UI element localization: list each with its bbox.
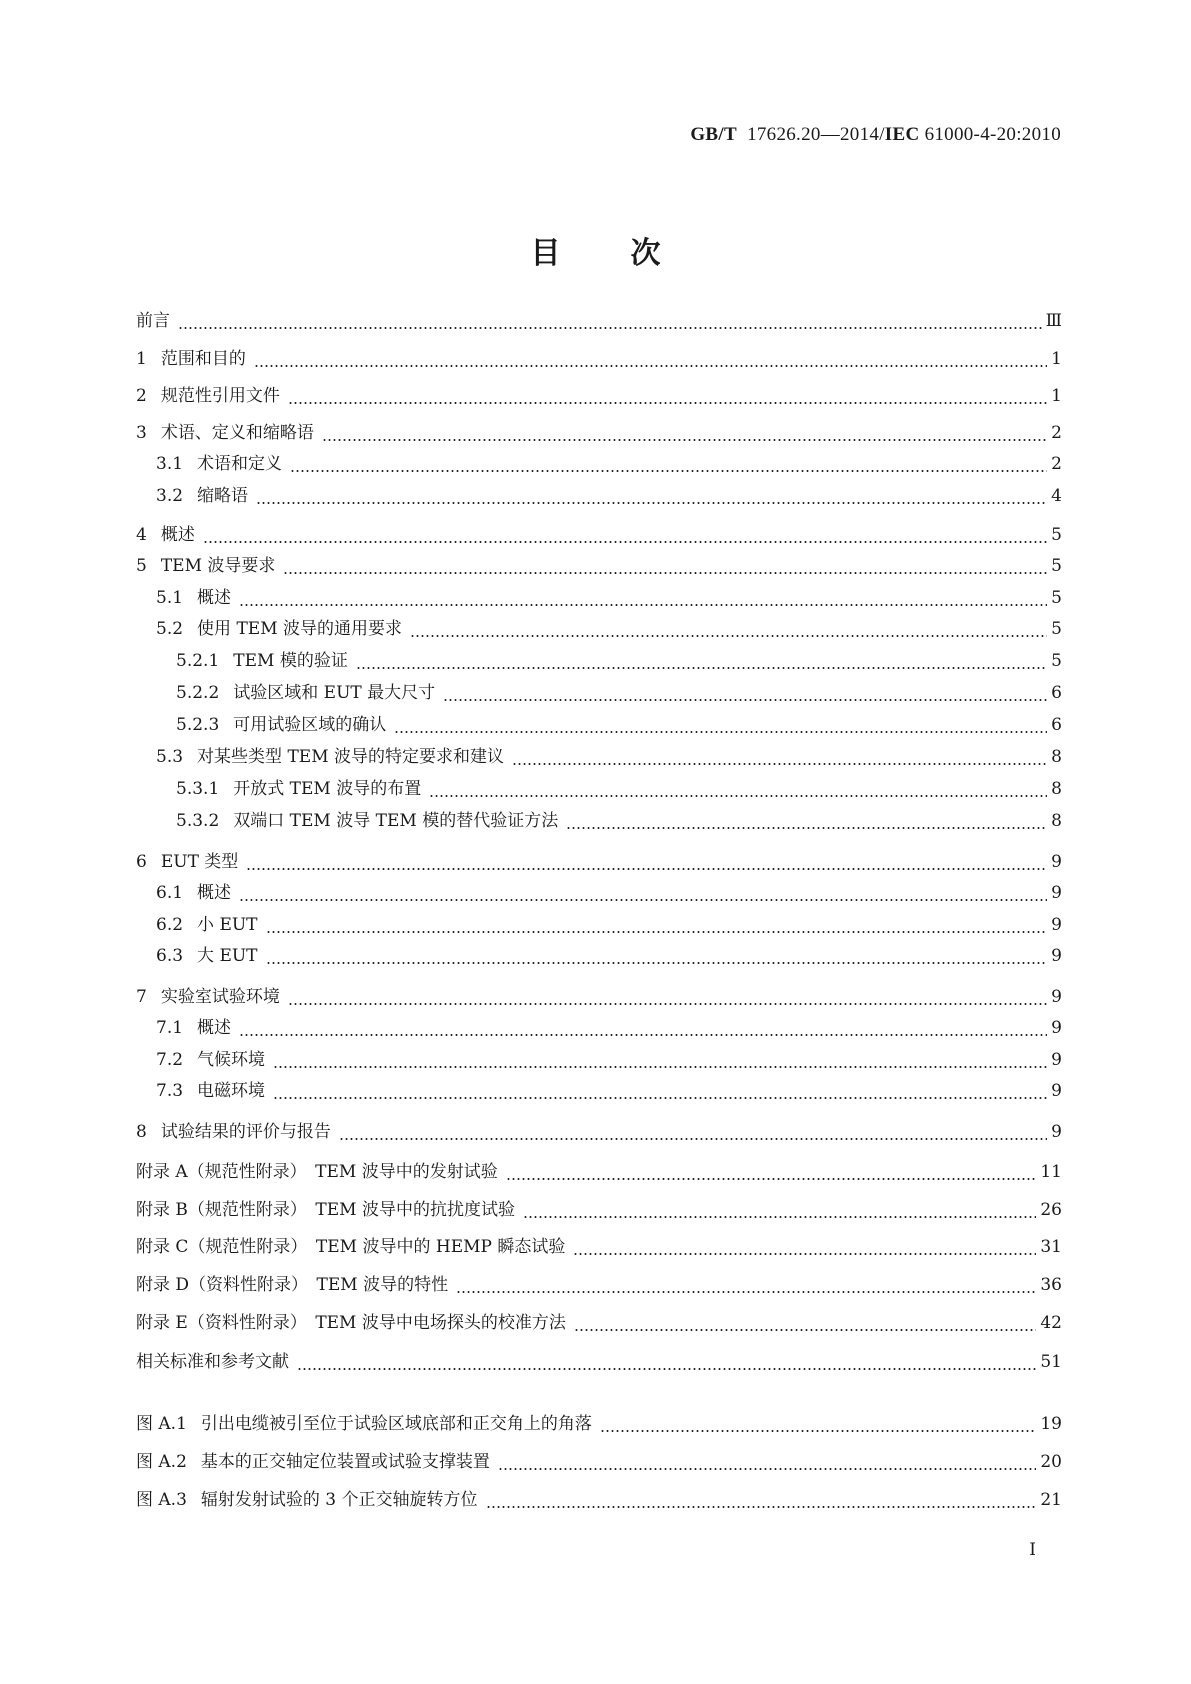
toc-entry[interactable] <box>136 554 1062 578</box>
toc-leader-dots <box>573 1235 1036 1259</box>
toc-entry-label <box>136 1235 569 1259</box>
toc-leader-dots <box>443 681 1047 705</box>
toc-entry[interactable] <box>136 347 1062 371</box>
toc-entry[interactable] <box>136 384 1062 408</box>
toc-entry[interactable] <box>136 681 1062 705</box>
toc-entry-label <box>136 681 439 705</box>
toc-leader-dots <box>456 1273 1036 1297</box>
toc-leader-dots <box>239 1016 1047 1040</box>
toc-entry-number: 5.2.3 <box>176 715 220 735</box>
toc-entry-label <box>136 985 284 1009</box>
toc-entry-title: 试验结果的评价与报告 <box>160 1122 331 1142</box>
toc-leader-dots <box>322 421 1047 445</box>
toc-entry-label <box>136 1412 596 1436</box>
toc-entry-page: 9 <box>1051 883 1062 903</box>
toc-entry-label <box>136 452 286 476</box>
toc-entry-title: 附录 D（资料性附录） TEM 波导的特性 <box>136 1275 449 1295</box>
toc-leader-dots <box>394 713 1047 737</box>
toc-entry[interactable] <box>136 850 1062 874</box>
toc-entry-title: 对某些类型 TEM 波导的特定要求和建议 <box>197 747 505 767</box>
toc-entry-page: 5 <box>1051 588 1062 608</box>
standard-number: 17626.20—2014/ <box>747 124 885 145</box>
toc-entry-title: 使用 TEM 波导的通用要求 <box>197 619 403 639</box>
toc-leader-dots <box>288 985 1047 1009</box>
toc-entry-page: 20 <box>1040 1452 1062 1472</box>
toc-leader-dots <box>339 1120 1047 1144</box>
toc-entry-title: 开放式 TEM 波导的布置 <box>233 779 422 799</box>
toc-entry-page: 9 <box>1051 915 1062 935</box>
toc-entry-title: 概述 <box>197 1018 232 1038</box>
toc-entry-page: 9 <box>1051 852 1062 872</box>
toc-entry-number: 5.2 <box>156 619 184 639</box>
toc-entry-number: 7.3 <box>156 1081 184 1101</box>
toc-entry-page: 9 <box>1051 987 1062 1007</box>
toc-entry-title: 前言 <box>136 311 170 331</box>
toc-leader-dots <box>297 1350 1036 1374</box>
toc-entry-label <box>136 713 390 737</box>
toc-entry-number: 3 <box>136 423 147 443</box>
toc-entry-number: 图 A.1 <box>136 1414 187 1434</box>
toc-entry-title: 辐射发射试验的 3 个正交轴旋转方位 <box>200 1490 478 1510</box>
toc-leader-dots <box>283 554 1047 578</box>
toc-entry-page: 9 <box>1051 1050 1062 1070</box>
toc-entry-page: 9 <box>1051 1081 1062 1101</box>
toc-entry-title: 可用试验区域的确认 <box>233 715 387 735</box>
toc-entry-title: 实验室试验环境 <box>160 987 280 1007</box>
toc-entry-label <box>136 1120 335 1144</box>
toc-entry-number: 7.1 <box>156 1018 184 1038</box>
toc-entry-label <box>136 523 199 547</box>
toc-entry-page: 2 <box>1051 454 1062 474</box>
toc-entry-title: 引出电缆被引至位于试验区域底部和正交角上的角落 <box>200 1414 592 1434</box>
toc-entry-page: 5 <box>1051 619 1062 639</box>
toc-entry-label <box>136 944 262 968</box>
toc-leader-dots <box>498 1450 1036 1474</box>
toc-entry[interactable] <box>136 777 1062 801</box>
toc-entry-page: 6 <box>1051 683 1062 703</box>
toc-entry-label <box>136 850 242 874</box>
toc-entry-title: 规范性引用文件 <box>160 386 280 406</box>
toc-entry-title: 双端口 TEM 波导 TEM 模的替代验证方法 <box>233 811 559 831</box>
toc-entry-number: 5.2.2 <box>176 683 220 703</box>
toc-entry[interactable] <box>136 809 1062 833</box>
toc-leader-dots <box>239 881 1047 905</box>
toc-entry-number: 7.2 <box>156 1050 184 1070</box>
toc-entry-label <box>136 649 352 673</box>
toc-leader-dots <box>486 1488 1037 1512</box>
toc-entry-page: 11 <box>1040 1162 1062 1182</box>
toc-entry-label <box>136 1198 519 1222</box>
toc-entry-title: 概述 <box>197 588 232 608</box>
toc-leader-dots <box>203 523 1047 547</box>
toc-entry-title: 缩略语 <box>197 486 249 506</box>
toc-entry-label <box>136 554 279 578</box>
toc-entry-label <box>136 881 235 905</box>
toc-entry-title: TEM 模的验证 <box>233 651 348 671</box>
toc-entry-title: 电磁环境 <box>197 1081 266 1101</box>
toc-entry[interactable] <box>136 586 1062 610</box>
toc-entry-label <box>136 777 425 801</box>
toc-entry-page: 21 <box>1040 1490 1062 1510</box>
toc-entry-label <box>136 913 262 937</box>
toc-leader-dots <box>266 944 1048 968</box>
toc-entry[interactable] <box>136 713 1062 737</box>
toc-entry-number: 5.3.1 <box>176 779 220 799</box>
toc-entry-title: 附录 A（规范性附录） TEM 波导中的发射试验 <box>136 1162 498 1182</box>
toc-entry-title: TEM 波导要求 <box>160 556 276 576</box>
toc-entry[interactable] <box>136 985 1062 1009</box>
page-title <box>0 228 1191 272</box>
toc-entry-label <box>136 1016 235 1040</box>
iec-prefix: IEC <box>884 124 920 145</box>
toc-entry[interactable] <box>136 649 1062 673</box>
toc-entry[interactable] <box>136 1160 1062 1184</box>
toc-entry-label <box>136 1048 269 1072</box>
toc-entry[interactable] <box>136 944 1062 968</box>
toc-entry-title: 概述 <box>160 525 195 545</box>
toc-entry-title: EUT 类型 <box>160 852 239 872</box>
toc-entry-title: 范围和目的 <box>160 349 246 369</box>
toc-entry-page: 8 <box>1051 779 1062 799</box>
toc-entry-page: 19 <box>1040 1414 1062 1434</box>
toc-entry-page: 5 <box>1051 525 1062 545</box>
toc-entry-page: 9 <box>1051 1122 1062 1142</box>
toc-entry-page: 42 <box>1040 1313 1062 1333</box>
toc-entry-number: 7 <box>136 987 147 1007</box>
toc-entry[interactable] <box>136 745 1062 769</box>
toc-entry-number: 3.1 <box>156 454 184 474</box>
toc-entry-number: 8 <box>136 1122 147 1142</box>
toc-entry-page: 1 <box>1051 386 1062 406</box>
toc-entry[interactable] <box>136 1488 1062 1512</box>
toc-leader-dots <box>429 777 1047 801</box>
toc-leader-dots <box>600 1412 1036 1436</box>
toc-entry-number: 2 <box>136 386 147 406</box>
toc-entry-number: 5.1 <box>156 588 184 608</box>
toc-entry-number: 5.3.2 <box>176 811 220 831</box>
toc-entry-page: 4 <box>1051 486 1062 506</box>
toc-leader-dots <box>273 1079 1047 1103</box>
toc-entry-page: 6 <box>1051 715 1062 735</box>
toc-entry[interactable] <box>136 1235 1062 1259</box>
toc-leader-dots <box>290 452 1047 476</box>
toc-leader-dots <box>266 913 1048 937</box>
standard-code <box>690 124 1061 146</box>
toc-entry[interactable] <box>136 484 1062 508</box>
toc-entry-title: 附录 B（规范性附录） TEM 波导中的抗扰度试验 <box>136 1200 515 1220</box>
toc-entry-title: 术语、定义和缩略语 <box>160 423 314 443</box>
toc-entry-label <box>136 309 174 333</box>
toc-entry[interactable] <box>136 523 1062 547</box>
toc-entry[interactable] <box>136 1350 1062 1374</box>
title-right: 次 <box>630 236 661 271</box>
toc-leader-dots <box>566 809 1047 833</box>
toc-entry-page: 9 <box>1051 1018 1062 1038</box>
toc-entry-label <box>136 347 250 371</box>
toc-entry-title: 术语和定义 <box>197 454 283 474</box>
toc-entry-page: 8 <box>1051 747 1062 767</box>
toc-entry-page: 9 <box>1051 946 1062 966</box>
toc-entry[interactable] <box>136 1198 1062 1222</box>
toc-entry-number: 图 A.3 <box>136 1490 187 1510</box>
toc-leader-dots <box>273 1048 1047 1072</box>
standard-prefix: GB/T <box>690 124 737 145</box>
toc-entry-page: 26 <box>1040 1200 1062 1220</box>
toc-entry-number: 1 <box>136 349 147 369</box>
toc-entry-title: 相关标准和参考文献 <box>136 1352 289 1372</box>
iec-number: 61000-4-20:2010 <box>924 124 1061 145</box>
toc-entry-title: 基本的正交轴定位装置或试验支撑装置 <box>200 1452 490 1472</box>
toc-entry-label <box>136 586 235 610</box>
toc-entry[interactable] <box>136 1450 1062 1474</box>
toc-entry-label <box>136 1350 293 1374</box>
toc-leader-dots <box>410 617 1047 641</box>
toc-entry[interactable] <box>136 452 1062 476</box>
toc-entry[interactable] <box>136 1079 1062 1103</box>
toc-entry-label <box>136 1488 482 1512</box>
toc-entry-number: 5.2.1 <box>176 651 220 671</box>
toc-entry-page: 51 <box>1040 1352 1062 1372</box>
page-number: I <box>1029 1540 1036 1560</box>
toc-entry[interactable] <box>136 1412 1062 1436</box>
toc-leader-dots <box>523 1198 1036 1222</box>
title-left: 目 <box>530 236 561 271</box>
toc-entry[interactable] <box>136 309 1062 333</box>
toc-entry-page: 5 <box>1051 556 1062 576</box>
toc-entry[interactable] <box>136 1311 1062 1335</box>
toc-entry-label <box>136 421 318 445</box>
toc-entry-page: 1 <box>1051 349 1062 369</box>
toc-entry-title: 试验区域和 EUT 最大尺寸 <box>233 683 436 703</box>
toc-entry-title: 附录 C（规范性附录） TEM 波导中的 HEMP 瞬态试验 <box>136 1237 566 1257</box>
toc-leader-dots <box>256 484 1047 508</box>
toc-entry-title: 大 EUT <box>197 946 258 966</box>
toc-entry-page: 36 <box>1040 1275 1062 1295</box>
toc-entry-page: 31 <box>1040 1237 1062 1257</box>
toc-entry-label <box>136 617 406 641</box>
toc-leader-dots <box>239 586 1047 610</box>
toc-leader-dots <box>356 649 1047 673</box>
toc-entry-label <box>136 384 284 408</box>
toc-leader-dots <box>574 1311 1036 1335</box>
toc-leader-dots <box>254 347 1047 371</box>
toc-entry[interactable] <box>136 913 1062 937</box>
toc-entry-label <box>136 1450 494 1474</box>
toc-entry[interactable] <box>136 881 1062 905</box>
toc-entry-label <box>136 1273 452 1297</box>
toc-entry-title: 附录 E（资料性附录） TEM 波导中电场探头的校准方法 <box>136 1313 566 1333</box>
toc-entry-number: 5.3 <box>156 747 184 767</box>
toc-leader-dots <box>246 850 1047 874</box>
toc-entry-label <box>136 1079 269 1103</box>
toc-entry-label <box>136 1311 570 1335</box>
toc-leader-dots <box>178 309 1042 333</box>
toc-entry[interactable] <box>136 421 1062 445</box>
toc-entry-number: 4 <box>136 525 147 545</box>
toc-entry[interactable] <box>136 1048 1062 1072</box>
toc-entry-title: 小 EUT <box>197 915 258 935</box>
toc-entry[interactable] <box>136 1016 1062 1040</box>
toc-entry[interactable] <box>136 1273 1062 1297</box>
toc-entry-number: 图 A.2 <box>136 1452 187 1472</box>
toc-entry-number: 6.3 <box>156 946 184 966</box>
toc-entry-label <box>136 809 562 833</box>
toc-entry-label <box>136 484 252 508</box>
toc-entry-label <box>136 1160 502 1184</box>
toc-entry-number: 6.1 <box>156 883 184 903</box>
toc-entry-title: 概述 <box>197 883 232 903</box>
toc-leader-dots <box>512 745 1047 769</box>
toc-entry[interactable] <box>136 617 1062 641</box>
toc-entry-number: 6.2 <box>156 915 184 935</box>
toc-entry-page: 5 <box>1051 651 1062 671</box>
toc-entry[interactable] <box>136 1120 1062 1144</box>
toc-entry-label <box>136 745 508 769</box>
toc-entry-number: 5 <box>136 556 147 576</box>
toc-entry-number: 3.2 <box>156 486 184 506</box>
toc-entry-page: Ⅲ <box>1045 311 1062 331</box>
toc-entry-page: 8 <box>1051 811 1062 831</box>
toc-entry-title: 气候环境 <box>197 1050 266 1070</box>
toc-entry-number: 6 <box>136 852 147 872</box>
toc-leader-dots <box>506 1160 1037 1184</box>
toc-leader-dots <box>288 384 1047 408</box>
toc-entry-page: 2 <box>1051 423 1062 443</box>
